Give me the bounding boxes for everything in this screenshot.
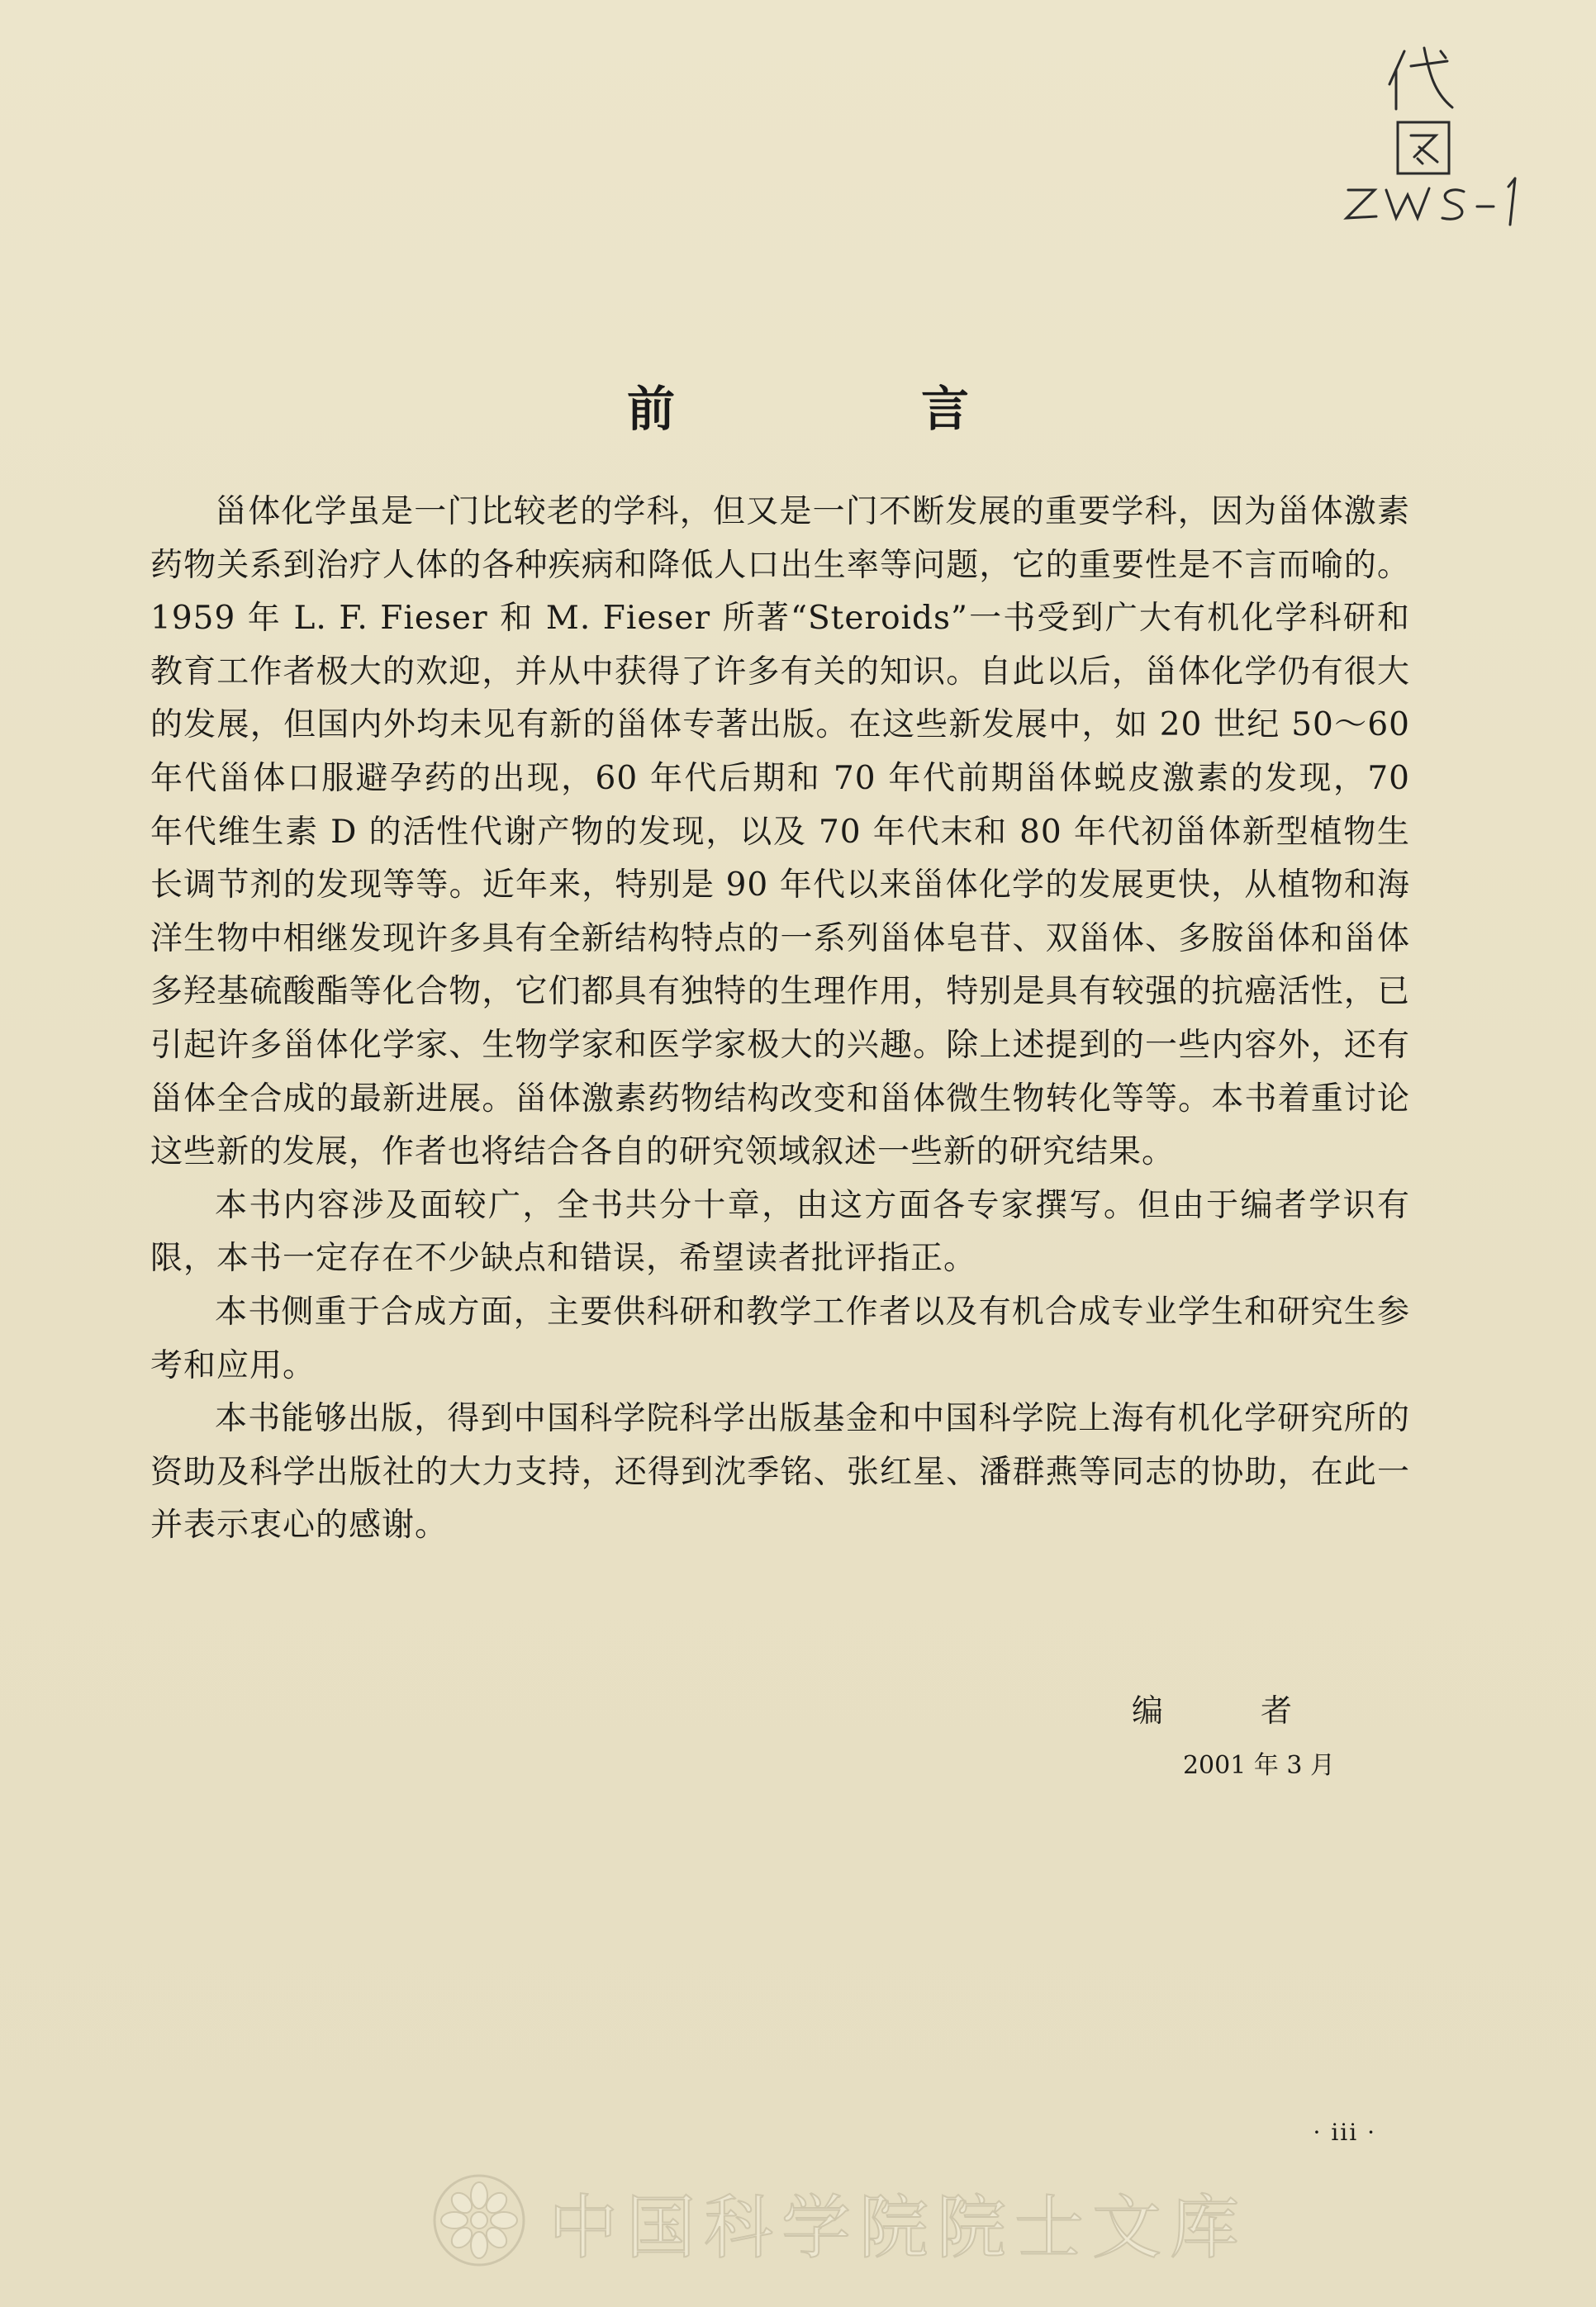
page-title: 前 言 bbox=[626, 381, 1068, 437]
page-number: · iii · bbox=[1313, 2119, 1376, 2146]
preface-body bbox=[150, 486, 1410, 1553]
signature: 编 者 bbox=[1131, 1692, 1325, 1729]
watermark bbox=[430, 2172, 1247, 2271]
paragraph-4: 本书能够出版，得到中国科学院科学出版基金和中国科学院上海有机化学研究所的资助及科学出版社的大力支持，还得到沈季铭、张红星、潘群燕等同志的协助，在此一并表示衷心的感谢。 bbox=[150, 1400, 1410, 1545]
academy-logo-icon bbox=[430, 2171, 529, 2273]
paragraph-1: 甾体化学虽是一门比较老的学科，但又是一门不断发展的重要学科，因为甾体激素药物关系到治疗人体的各种疾病和降低人口出生率等问题，它的重要性是不言而喻的。1959 年 L. F. Fieser 和 M. Fieser 所著“Steroids”一书受到广大有机化学科研和教育工作者极大的欢迎，并从中获得了许多有关的知识。自此以后，甾体化学仍有很大的发展，但国内外均未见有新的甾体专著出版。在这些新发展中，如 20 世纪 50～60 年代甾体口服避孕药的出现，60 年代后期和 70 年代前期甾体蜕皮激素的发现，70 年代维生素 D 的活性代谢产物的发现，以及 70 年代末和 80 年代初甾体新型植物生长调节剂的发现等等。近年来，特别是 90 年代以来甾体化学的发展更快，从植物和海洋生物中相继发现许多具有全新结构特点的一系列甾体皂苷、双甾体、多胺甾体和甾体多羟基硫酸酯等化合物，它们都具有独特的生理作用，特别是具有较强的抗癌活性，已引起许多甾体化学家、生物学家和医学家极大的兴趣。除上述提到的一些内容外，还有甾体全合成的最新进展。甾体激素药物结构改变和甾体微生物转化等等。本书着重讨论这些新的发展，作者也将结合各自的研究领域叙述一些新的研究结果。 bbox=[150, 493, 1410, 1171]
handwritten-annotation-drawing bbox=[1332, 33, 1546, 231]
date: 2001 年 3 月 bbox=[1182, 1751, 1335, 1780]
paragraph-2: 本书内容涉及面较广，全书共分十章，由这方面各专家撰写。但由于编者学识有限，本书一定存在不少缺点和错误，希望读者批评指正。 bbox=[150, 1186, 1410, 1278]
watermark-text: 中国科学院院士文库 bbox=[549, 2186, 1248, 2268]
paragraph-3: 本书侧重于合成方面，主要供科研和教学工作者以及有机合成专业学生和研究生参考和应用。 bbox=[150, 1293, 1410, 1384]
handwritten-annotation bbox=[1332, 33, 1546, 231]
